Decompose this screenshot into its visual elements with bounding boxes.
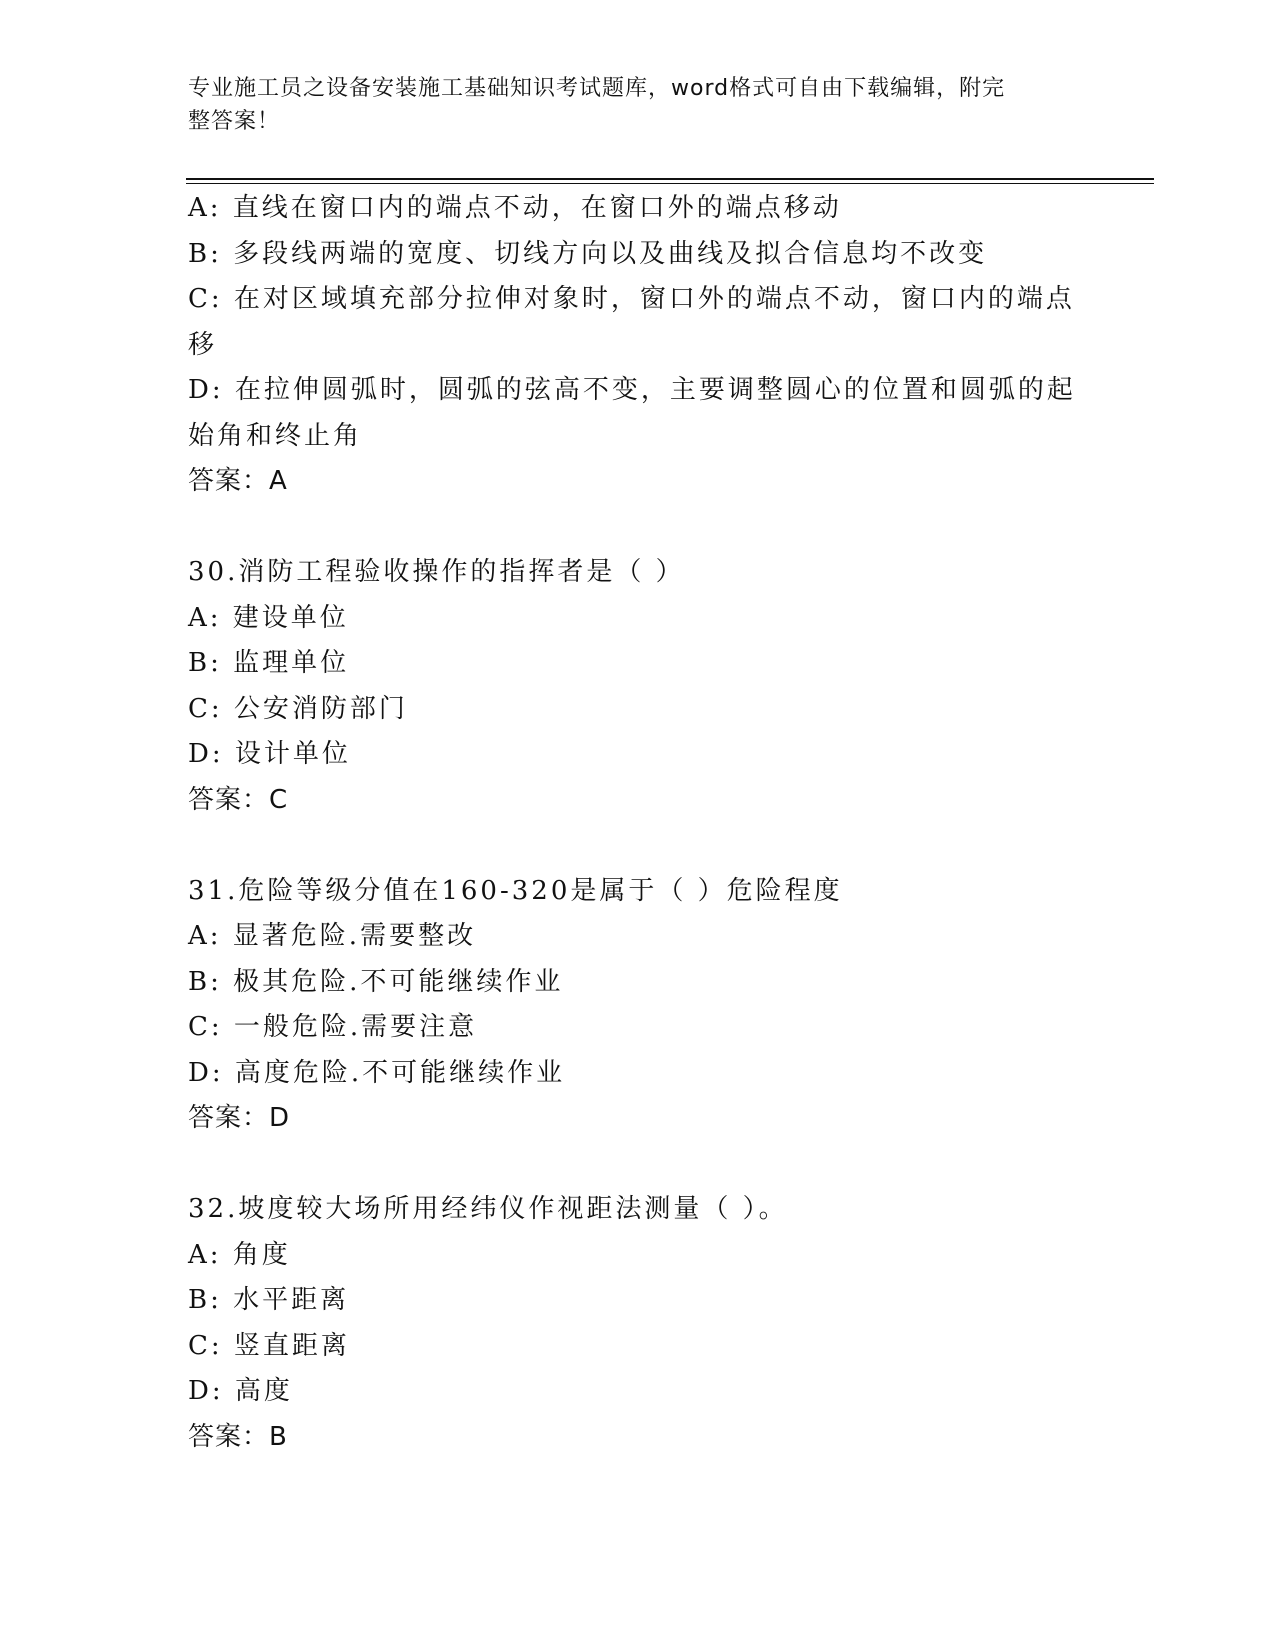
question-stem: 32.坡度较大场所用经纬仪作视距法测量（ ）。: [188, 1194, 788, 1224]
option-d: D: 高度: [188, 1376, 293, 1406]
option-b: B: 多段线两端的宽度、切线方向以及曲线及拟合信息均不改变: [188, 238, 988, 269]
answer-label: 答案：C: [188, 784, 289, 815]
option-c: C: 一般危险.需要注意: [188, 1012, 478, 1042]
question-list: [188, 186, 1088, 1460]
option-a: A: 显著危险.需要整改: [188, 921, 477, 951]
document-header: [188, 72, 1068, 138]
option-d: D: 在拉伸圆弧时，圆弧的弦高不变，主要调整圆心的位置和圆弧的起: [188, 375, 1076, 405]
question-31: [188, 869, 1088, 1142]
option-c: C: 公安消防部门: [188, 693, 408, 724]
option-b: B: 水平距离: [188, 1285, 350, 1315]
option-a: A: 角度: [188, 1239, 291, 1270]
option-d-continued: 始角和终止角: [188, 420, 363, 451]
option-c: C: 在对区域填充部分拉伸对象时，窗口外的端点不动，窗口内的端点: [188, 284, 1075, 314]
question-stem: 30.消防工程验收操作的指挥者是（ ）: [188, 557, 685, 587]
header-divider-thick: [186, 178, 1154, 180]
header-line-1: 专业施工员之设备安装施工基础知识考试题库，word格式可自由下载编辑，附完: [188, 76, 1006, 101]
answer-label: 答案：B: [188, 1421, 288, 1452]
option-b: B: 极其危险.不可能继续作业: [188, 966, 564, 997]
option-d: D: 高度危险.不可能继续作业: [188, 1057, 566, 1088]
answer-label: 答案：A: [188, 466, 288, 496]
question-30: [188, 550, 1088, 823]
question-32: [188, 1187, 1088, 1460]
spacer: [188, 505, 1088, 551]
option-b: B: 监理单位: [188, 648, 350, 678]
question-29: [188, 186, 1088, 505]
option-c: C: 竖直距离: [188, 1330, 350, 1361]
spacer: [188, 1142, 1088, 1188]
header-divider-thin: [186, 183, 1154, 184]
option-d: D: 设计单位: [188, 739, 351, 769]
answer-label: 答案：D: [188, 1103, 291, 1133]
option-a: A: 建设单位: [188, 602, 349, 633]
spacer: [188, 823, 1088, 869]
header-line-2: 整答案！: [188, 109, 281, 134]
option-c-continued: 移: [188, 329, 218, 360]
question-stem: 31.危险等级分值在160-320是属于（ ）危险程度: [188, 875, 843, 906]
option-a: A: 直线在窗口内的端点不动，在窗口外的端点移动: [188, 193, 842, 223]
